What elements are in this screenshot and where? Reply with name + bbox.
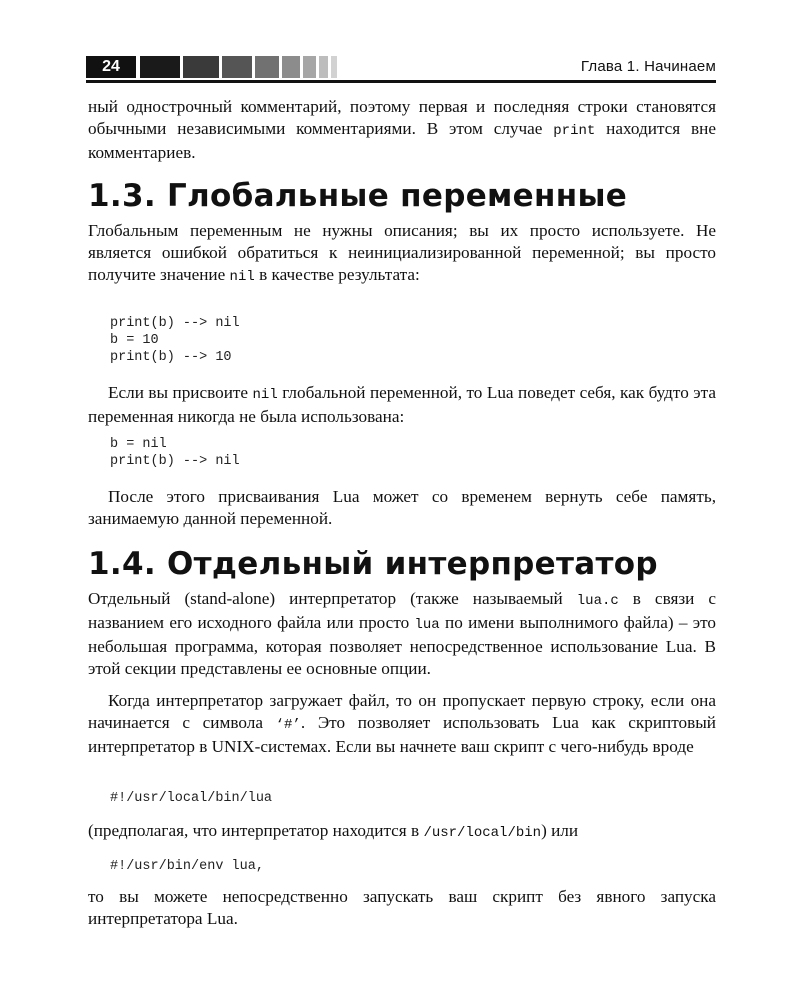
header-block (222, 56, 252, 78)
section-heading-1-4: 1.4. Отдельный интерпретатор (88, 546, 658, 582)
header-block (319, 56, 328, 78)
paragraph: Отдельный (stand-alone) интерпретатор (также называемый lua.c в связи с названием его исходного файла или просто lua по имени выполнимого файла) – это небольшая программа, которая позволяет непосредственное использование Lua. В этой секции представлены ее основные опции. (88, 589, 716, 678)
header-block (282, 56, 300, 78)
code-block: print(b) --> nil b = 10 print(b) --> 10 (110, 316, 240, 365)
header-block (140, 56, 180, 78)
paragraph: Если вы присвоите nil глобальной переменной, то Lua поведет себя, как будто эта переменная никогда не была использована: (88, 383, 716, 426)
code-block: #!/usr/local/bin/lua (110, 791, 273, 806)
page-number: 24 (86, 56, 136, 78)
header-block (183, 56, 219, 78)
paragraph: то вы можете непосредственно запускать ваш скрипт без явного запуска интерпретатора Lua. (88, 887, 716, 928)
header-decoration-blocks (140, 56, 340, 78)
code-block: b = nil print(b) --> nil (110, 437, 240, 469)
paragraph: Когда интерпретатор загружает файл, то он пропускает первую строку, если она начинается с символа ‘#’. Это позволяет использовать Lua как скриптовый интерпретатор в UNIX-системах. Если вы начнете ваш скрипт с чего-нибудь вроде (88, 691, 716, 756)
paragraph: После этого присваивания Lua может со временем вернуть себе память, занимаемую данной переменной. (88, 487, 716, 528)
section-heading-1-3: 1.3. Глобальные переменные (88, 178, 628, 214)
paragraph-continuation: ный однострочный комментарий, поэтому первая и последняя строки становятся обычными независимыми комментариями. В этом случае print находится вне комментариев. (88, 97, 716, 162)
paragraph: (предполагая, что интерпретатор находится в /usr/local/bin) или (88, 821, 579, 841)
code-block: #!/usr/bin/env lua, (110, 859, 264, 874)
chapter-title: Глава 1. Начинаем (580, 58, 716, 75)
running-header (86, 56, 716, 80)
header-block (255, 56, 279, 78)
header-rule (86, 80, 716, 83)
header-block (303, 56, 316, 78)
header-block (331, 56, 337, 78)
paragraph: Глобальным переменным не нужны описания; вы их просто используете. Не является ошибкой обратиться к неинициализированной переменной; вы просто получите значение nil в качестве результата: (88, 221, 716, 285)
